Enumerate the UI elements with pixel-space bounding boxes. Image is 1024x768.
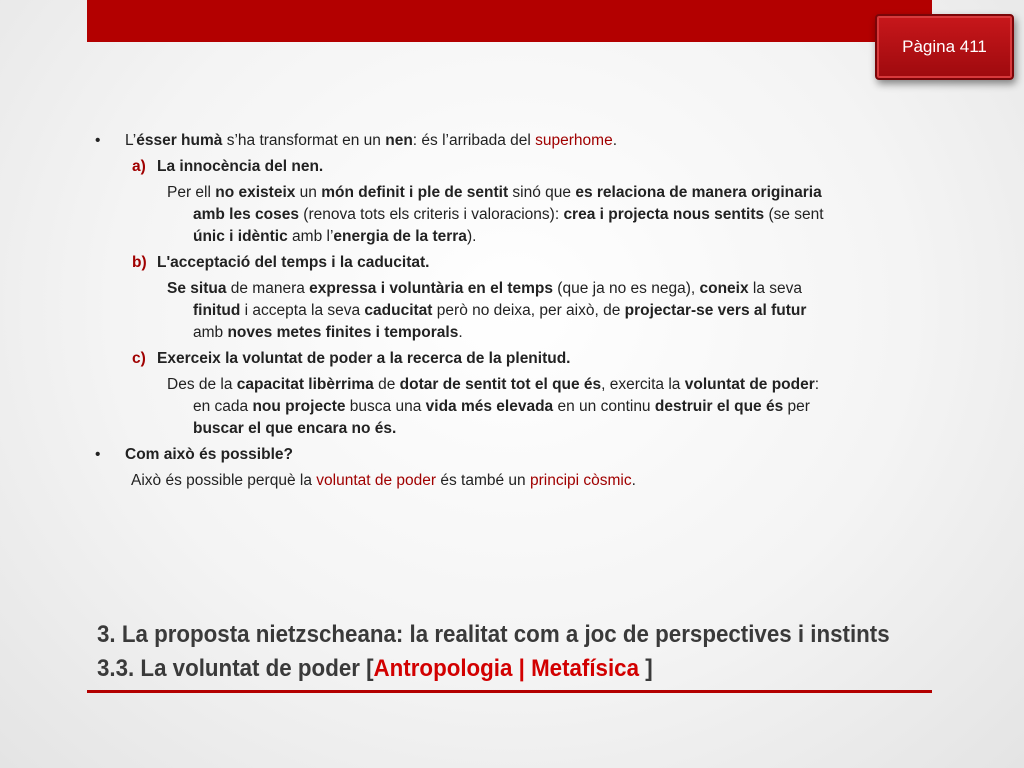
bullet-humà: • L’ésser humà s’ha transformat en un nen: és l’arribada del superhome. [95,130,925,152]
title-line-2: 3.3. La voluntat de poder [Antropologia | Metafísica ] [97,655,653,682]
item-b-heading: b) L'acceptació del temps i la caducitat. [132,254,430,271]
item-c-heading: c) Exerceix la voluntat de poder a la recerca de la plenitud. [132,350,571,367]
slide-title [97,618,934,686]
item-c-paragraph: Des de la capacitat libèrrima de dotar de sentit tot el que és, exercita la voluntat de poder: en cada nou projecte busca una vida més elevada en un continu destruir el que és per buscar el que encara no és. [167,376,820,437]
answer-paragraph: Això és possible perquè la voluntat de poder és també un principi còsmic. [131,472,636,489]
slide-body [95,130,925,492]
item-a-paragraph: Per ell no existeix un món definit i ple de sentit sinó que es relaciona de manera originaria amb les coses (renova tots els criteris i valoracions): crea i projecta nous sentits (se sent únic i idèntic amb l’energia de la terra). [167,184,824,245]
item-b-paragraph: Se situa de manera expressa i voluntària en el temps (que ja no es nega), coneix la seva finitud i accepta la seva caducitat però no deixa, per això, de projectar-se vers al futur amb noves metes finites i temporals. [167,280,807,341]
bullet-icon: • [95,132,101,149]
page-number-badge: Pàgina 411 [875,14,1014,80]
bullet-icon: • [95,446,101,463]
title-line-1: 3. La proposta nietzscheana: la realitat com a joc de perspectives i instints [97,621,890,648]
header-bar [87,0,932,42]
title-underline [87,690,932,693]
bullet-question: • Com això és possible? [95,444,925,466]
item-a-heading: a) La innocència del nen. [132,158,324,175]
